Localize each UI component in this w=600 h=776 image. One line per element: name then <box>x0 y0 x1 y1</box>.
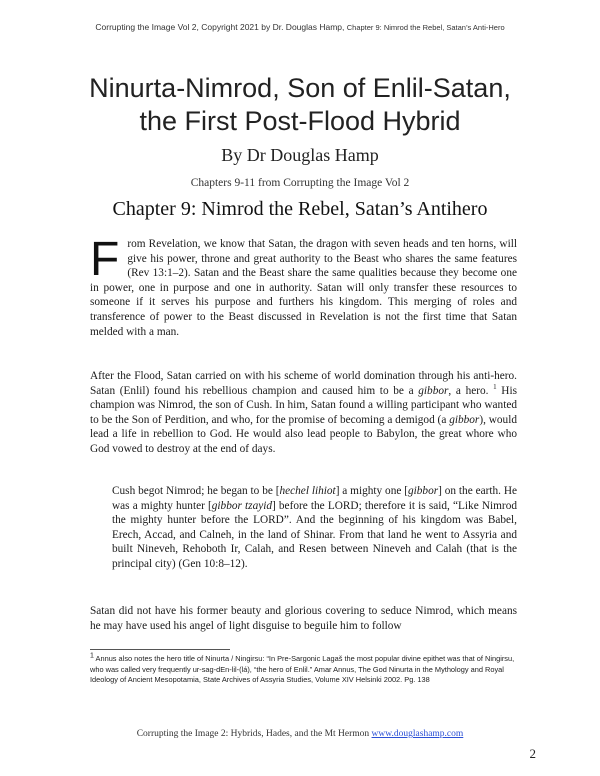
subtitle: Chapters 9-11 from Corrupting the Image Vol 2 <box>190 177 410 189</box>
quote-text-c: ] on the earth. He was a mighty hunter [ <box>112 485 518 512</box>
page-title <box>60 72 540 138</box>
footnote-divider <box>90 649 230 650</box>
paragraph-1-text: rom Revelation, we know that Satan, the dragon with seven heads and ten horns, will give his power, throne and great authority to the Beast who shares the same features (Rev 13:1–2). Satan and the Beast share the same qualities because they become one in power, one in purpose and one in authority. Satan will only transfer these resources to someone if it serves his purpose and furthers his kingdom. This merging of roles and transference of power to the Beast discussed in Revelation is not the first time that Satan melded with a man. <box>90 238 517 338</box>
paragraph-3: Satan did not have his former beauty and glorious covering to seduce Nimrod, which means he may have used his angel of light disguise to beguile him to follow <box>90 605 517 632</box>
quote-text-a: Cush begot Nimrod; he began to be [ <box>112 485 280 497</box>
running-footer <box>0 729 600 739</box>
paragraph-1 <box>90 233 517 339</box>
term-gibbor-tzayid: gibbor tzayid <box>211 499 273 512</box>
footnote-text: Annus also notes the hero title of Ninurta / Ningirsu: “In Pre-Sargonic Lagaš the most popular divine epithet was that of Ningirsu, who was called very frequently ur-sag-dEn-lil-(lá), “the hero of Enlil.” Amar Annus, The God Ninurta in the Mythology and Royal Ideology of Ancient Mesopotamia, State Archives of Assyria Studies, Volume XIV Helsinki 2002. Pg. 138 <box>90 654 515 685</box>
paragraph-2-text-a: After the Flood, Satan carried on with his scheme of world domination through his anti-hero. Satan (Enlil) found his rebellious champion and caused him to be a <box>90 370 517 397</box>
title-line-1: Ninurta-Nimrod, Son of Enlil-Satan, <box>89 73 511 103</box>
page-number: 2 <box>529 746 536 761</box>
running-header-chapter: Chapter 9: Nimrod the Rebel, Satan’s Anti-Hero <box>346 23 505 32</box>
term-hechel-lihiot: hechel lihiot <box>279 485 336 497</box>
term-gibbor: gibbor <box>449 413 480 426</box>
running-header-text: Corrupting the Image Vol 2, Copyright 2021 by Dr. Douglas Hamp, <box>95 22 347 32</box>
paragraph-2 <box>90 369 517 457</box>
footnote-ref[interactable]: 1 <box>493 382 497 391</box>
footer-text: Corrupting the Image 2: Hybrids, Hades, and the Mt Hermon <box>136 729 372 739</box>
quote-text-b: ] a mighty one [ <box>335 485 408 497</box>
term-gibbor: gibbor <box>418 384 449 397</box>
running-header <box>0 22 600 32</box>
chapter-heading: Chapter 9: Nimrod the Rebel, Satan’s Antihero <box>112 198 488 220</box>
paragraph-2-text-b: , a hero. <box>448 384 494 397</box>
paragraph-2-text-c: His champion was Nimrod, the son of Cush. In him, Satan found a willing participant who wanted to be the Son of Perdition, and who, for the promise of becoming a demigod (a <box>90 384 517 426</box>
block-quote <box>112 484 517 572</box>
drop-cap: F <box>90 233 120 286</box>
term-gibbor: gibbor <box>408 485 439 497</box>
footnote <box>90 654 517 686</box>
title-line-2: the First Post-Flood Hybrid <box>139 106 461 136</box>
website-link[interactable]: www.douglashamp.com <box>371 729 464 739</box>
author-byline: By Dr Douglas Hamp <box>221 145 379 165</box>
paragraph-2-text-d: ), would lead a life in rebellion to God. He would also lead people to Babylon, the great whore who God vowed to destroy at the end of days. <box>90 413 517 455</box>
quote-text-d: ] before the LORD; therefore it is said, “Like Nimrod the mighty hunter before the LORD”. And the beginning of his kingdom was Babel, Erech, Accad, and Calneh, in the land of Shinar. From that land he went to Assyria and built Nineveh, Rehoboth Ir, Calah, and Resen between Nineveh and Calah (that is the principal city) (Gen 10:8–12). <box>112 499 517 570</box>
footnote-marker: 1 <box>90 652 94 660</box>
